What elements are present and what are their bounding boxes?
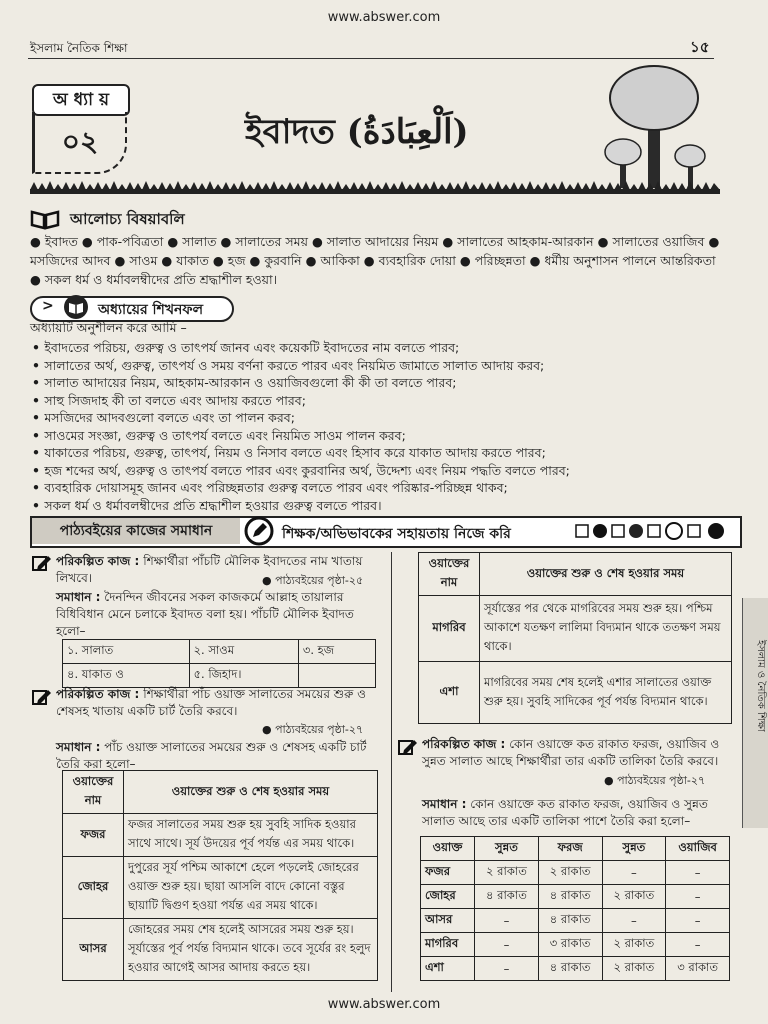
table-cell: – [475, 933, 539, 957]
list-item: • যাকাতের পরিচয়, গুরুত্ব, তাৎপর্য, নিয়ম ও নিসাব বলতে এবং হিসাব করে যাকাত আদায় করতে পারব; [32, 444, 722, 462]
header-rule [28, 58, 714, 59]
page-number: ১৫ [690, 38, 710, 56]
table-cell: – [666, 933, 730, 957]
table-cell: ফজর [63, 814, 124, 857]
table-cell: ২ রাকাত [602, 957, 666, 981]
table-row [421, 933, 730, 957]
table-row [419, 596, 732, 662]
prayer-time-table [62, 770, 378, 981]
column-header: ওয়াক্তের নাম [419, 553, 480, 596]
topic-item: ধর্মীয় অনুশাসন পালনে আন্তরিকতা [544, 253, 716, 268]
column-header: ওয়াজিব [666, 837, 730, 861]
task3-ref: ● পাঠ্যবইয়ের পৃষ্ঠা-২৭ [604, 774, 706, 787]
table-header-row [63, 771, 378, 814]
table-cell: সূর্যাস্তের পর থেকে মাগরিবের সময় শুরু হয়। পশ্চিম আকাশে যতক্ষণ লালিমা বিদ্যমান থাকে ততক্ষণ সময় থাকে। [480, 596, 732, 662]
list-item: • সকল ধর্ম ও ধর্মাবলম্বীদের প্রতি শ্রদ্ধাশীল হওয়ার গুরুত্ব বলতে পারব। [32, 497, 722, 515]
task1-label: পরিকল্পিত কাজ : [56, 554, 140, 568]
table-cell: ৩ রাকাত [538, 933, 602, 957]
topic-item: পাক-পবিত্রতা [96, 234, 164, 249]
table-row [63, 919, 378, 981]
table-cell: আসর [63, 919, 124, 981]
watermark-bottom[interactable]: www.abswer.com [327, 997, 441, 1012]
edit-note-icon [398, 738, 418, 756]
topics-heading: আলোচ্য বিষয়াবলি [70, 210, 185, 228]
task3-text: পরিকল্পিত কাজ : কোন ওয়াক্তে কত রাকাত ফরজ, ওয়াজিব ও সুন্নত সালাত আছে শিক্ষার্থীরা তার একটি তালিকা তৈরি করবে। [422, 737, 720, 768]
table-cell: ২ রাকাত [475, 861, 539, 885]
table-cell: – [602, 909, 666, 933]
task1-solution: সমাধান : দৈনন্দিন জীবনের সকল কাজকর্মে আল্লাহ তায়ালার বিধিবিধান মেনে চলাকে ইবাদত বলা হয়। পাঁচটি মৌলিক ইবাদত হলো– [56, 590, 354, 638]
table-cell: ৪ রাকাত [538, 909, 602, 933]
topic-item: সালাতের আহকাম-আরকান [457, 234, 594, 249]
table-row [63, 664, 376, 688]
tree-illustration-icon [600, 60, 720, 190]
table-cell: ৫. জিহাদ। [189, 664, 298, 688]
side-tab-label: ইসলাম ও নৈতিক শিক্ষা [755, 640, 766, 732]
topic-item: সালাতের সময় [235, 234, 308, 249]
table-header-row [421, 837, 730, 861]
table-cell: মাগরিব [419, 596, 480, 662]
topic-item: ব্যবহারিক দোয়া [378, 253, 456, 268]
table-cell: ২ রাকাত [538, 861, 602, 885]
task3-solution: সমাধান : কোন ওয়াক্তে কত রাকাত ফরজ, ওয়াজিব ও সুন্নত সালাত আছে তার একটি তালিকা পাশে তৈরি করা হলো– [422, 797, 708, 828]
table-row [419, 662, 732, 724]
table-cell: – [666, 885, 730, 909]
decorative-shapes-icon [574, 520, 734, 542]
list-item: • হজ শব্দের অর্থ, গুরুত্ব ও তাৎপর্য বলতে পারব এবং কুরবানির অর্থ, উদ্দেশ্য এবং নিয়ম পদ্ধতি বলতে পারব; [32, 462, 722, 480]
column-header: ওয়াক্তের নাম [63, 771, 124, 814]
list-item: • সাওমের সংজ্ঞা, গুরুত্ব ও তাৎপর্য বলতে এবং নিয়মিত সাওম পালন করব; [32, 427, 722, 445]
topic-item: সালাত আদায়ের নিয়ম [326, 234, 439, 249]
chapter-label: অ ধ্যা য় [32, 84, 130, 116]
activity-banner-right: শিক্ষক/অভিভাবকের সহায়তায় নিজে করি [282, 526, 511, 542]
table-cell: এশা [421, 957, 475, 981]
topic-item: হজ [227, 253, 246, 268]
table-row [421, 909, 730, 933]
topics-list: ● ইবাদত ● পাক-পবিত্রতা ● সালাত ● সালাতের সময় ● সালাত আদায়ের নিয়ম ● সালাতের আহকাম-আরকান ● সালাতের ওয়াজিব ● মসজিদের আদব ● সাওম ● যাকাত ● হজ ● কুরবানি ● আকিকা ● ব্যবহারিক দোয়া ● পরিচ্ছন্নতা ● ধর্মীয় অনুশাসন পালনে আন্তরিকতা ● সকল ধর্ম ও ধর্মাবলম্বীদের প্রতি শ্রদ্ধাশীল হওয়া। [30, 234, 720, 287]
table-cell: ৪. যাকাত ও [63, 664, 190, 688]
table-cell: – [475, 957, 539, 981]
table-cell: মাগরিব [421, 933, 475, 957]
basic-worship-table [62, 639, 376, 688]
task1-ref: ● পাঠ্যবইয়ের পৃষ্ঠা-২৫ [262, 574, 364, 587]
task2-solution: সমাধান : পাঁচ ওয়াক্ত সালাতের সময়ের শুরু ও শেষসহ একটি চার্ট তৈরি করা হলো– [56, 740, 367, 771]
column-header: সুন্নত [475, 837, 539, 861]
edit-note-icon [32, 688, 52, 706]
table-cell [298, 664, 375, 688]
column-header: সুন্নত [602, 837, 666, 861]
watermark-top[interactable]: www.abswer.com [327, 10, 441, 25]
column-divider [391, 552, 392, 992]
open-book-icon [30, 210, 60, 230]
topic-item: যাকাত [176, 253, 209, 268]
table-cell: আসর [421, 909, 475, 933]
rakat-table [420, 836, 730, 981]
table-cell: ফজর সালাতের সময় শুরু হয় সুবহি সাদিক হওয়ার সাথে সাথে। সূর্য উদয়ের পূর্ব পর্যন্ত এর সময় থাকে। [124, 814, 378, 857]
edit-note-icon [32, 554, 52, 572]
table-cell: মাগরিবের সময় শেষ হলেই এশার সালাতের ওয়াক্ত শুরু হয়। সুবহি সাদিকের পূর্ব পর্যন্ত বিদ্যমান থাকে। [480, 662, 732, 724]
column-header: ওয়াক্তের শুরু ও শেষ হওয়ার সময় [124, 771, 378, 814]
topic-item: সাওম [129, 253, 158, 268]
table-cell: ৪ রাকাত [538, 957, 602, 981]
table-cell: – [602, 861, 666, 885]
list-item: • সাহু সিজদাহ কী তা বলতে এবং আদায় করতে পারব; [32, 392, 722, 410]
table-row [63, 857, 378, 919]
grass-divider [30, 180, 720, 194]
table-row [421, 957, 730, 981]
table-cell: ৩. হজ [298, 640, 375, 664]
table-cell: ৪ রাকাত [538, 885, 602, 909]
task2-ref: ● পাঠ্যবইয়ের পৃষ্ঠা-২৭ [262, 723, 364, 736]
globe-book-icon [62, 293, 90, 321]
list-item: • ইবাদতের পরিচয়, গুরুত্ব ও তাৎপর্য জানব এবং কয়েকটি ইবাদতের নাম বলতে পারব; [32, 339, 722, 357]
chapter-title: ইবাদত (اَلْعِبَادَةُ) [245, 112, 469, 152]
topic-item: মসজিদের আদব [30, 253, 111, 268]
column-header: ওয়াক্তের শুরু ও শেষ হওয়ার সময় [480, 553, 732, 596]
table-cell: ৩ রাকাত [666, 957, 730, 981]
prayer-time-table-continued [418, 552, 732, 724]
running-title: ইসলাম নৈতিক শিক্ষা [30, 41, 128, 55]
topic-item: সকল ধর্ম ও ধর্মাবলম্বীদের প্রতি শ্রদ্ধাশীল হওয়া। [44, 272, 278, 287]
pencil-icon [244, 516, 274, 546]
learning-outcomes-list [32, 339, 722, 514]
chapter-number: ০২ [32, 112, 127, 174]
table-row [421, 885, 730, 909]
table-cell: জোহর [63, 857, 124, 919]
table-cell: ফজর [421, 861, 475, 885]
table-cell: ২ রাকাত [602, 933, 666, 957]
table-cell: ৪ রাকাত [475, 885, 539, 909]
table-header-row [419, 553, 732, 596]
learning-outcomes-heading: অধ্যায়ের শিখনফল [98, 302, 204, 318]
table-cell: ২ রাকাত [602, 885, 666, 909]
topic-item: সালাতের ওয়াজিব [612, 234, 705, 249]
task1-text: পরিকল্পিত কাজ : শিক্ষার্থীরা পাঁচটি মৌলিক ইবাদতের নাম খাতায় লিখবে। [56, 554, 363, 585]
table-row [421, 861, 730, 885]
topic-item: কুরবানি [264, 253, 302, 268]
table-cell: – [475, 909, 539, 933]
table-row [63, 640, 376, 664]
topic-item: ইবাদত [44, 234, 78, 249]
list-item: • সালাতের অর্থ, গুরুত্ব, তাৎপর্য ও সময় বর্ণনা করতে পারব এবং নিয়মিত জামাতে সালাত আদায় করব; [32, 357, 722, 375]
list-item: • মসজিদের আদবগুলো বলতে এবং তা পালন করব; [32, 409, 722, 427]
column-header: ফরজ [538, 837, 602, 861]
table-cell: দুপুরের সূর্য পশ্চিম আকাশে হেলে পড়লেই জোহরের ওয়াক্ত শুরু হয়। ছায়া আসলি বাদে কোনো বস্তুর ছায়াটি দ্বিগুণ হওয়া পর্যন্ত এর সময় থাকে। [124, 857, 378, 919]
topic-item: পরিচ্ছন্নতা [474, 253, 526, 268]
table-row [63, 814, 378, 857]
table-cell: – [666, 909, 730, 933]
learning-outcomes-intro: অধ্যায়টি অনুশীলন করে আমি – [30, 320, 187, 335]
table-cell: এশা [419, 662, 480, 724]
topic-item: সালাত [182, 234, 217, 249]
activity-banner-left: পাঠ্যবইয়ের কাজের সমাধান [32, 518, 240, 544]
table-cell: জোহরের সময় শেষ হলেই আসরের সময় শুরু হয়। সূর্যাস্তের পূর্ব পর্যন্ত বিদ্যমান থাকে। তবে সূর্যের রং হলুদ হওয়ার আগেই আসর আদায় করতে হয়। [124, 919, 378, 981]
table-cell: – [666, 861, 730, 885]
arrow-right-icon: > [42, 298, 54, 314]
task2-text: পরিকল্পিত কাজ : শিক্ষার্থীরা পাঁচ ওয়াক্ত সালাতের সময়ের শুরু ও শেষসহ খাতায় একটি চার্ট তৈরি করবে। [56, 687, 366, 718]
list-item: • সালাত আদায়ের নিয়ম, আহকাম-আরকান ও ওয়াজিবগুলো কী কী তা বলতে পারব; [32, 374, 722, 392]
table-cell: জোহর [421, 885, 475, 909]
column-header: ওয়াক্ত [421, 837, 475, 861]
topic-item: আকিকা [320, 253, 360, 268]
table-cell: ১. সালাত [63, 640, 190, 664]
list-item: • ব্যবহারিক দোয়াসমূহ জানব এবং পরিচ্ছন্নতার গুরুত্ব বলতে পারব এবং পরিষ্কার-পরিচ্ছন্ন থাকব; [32, 479, 722, 497]
table-cell: ২. সাওম [189, 640, 298, 664]
